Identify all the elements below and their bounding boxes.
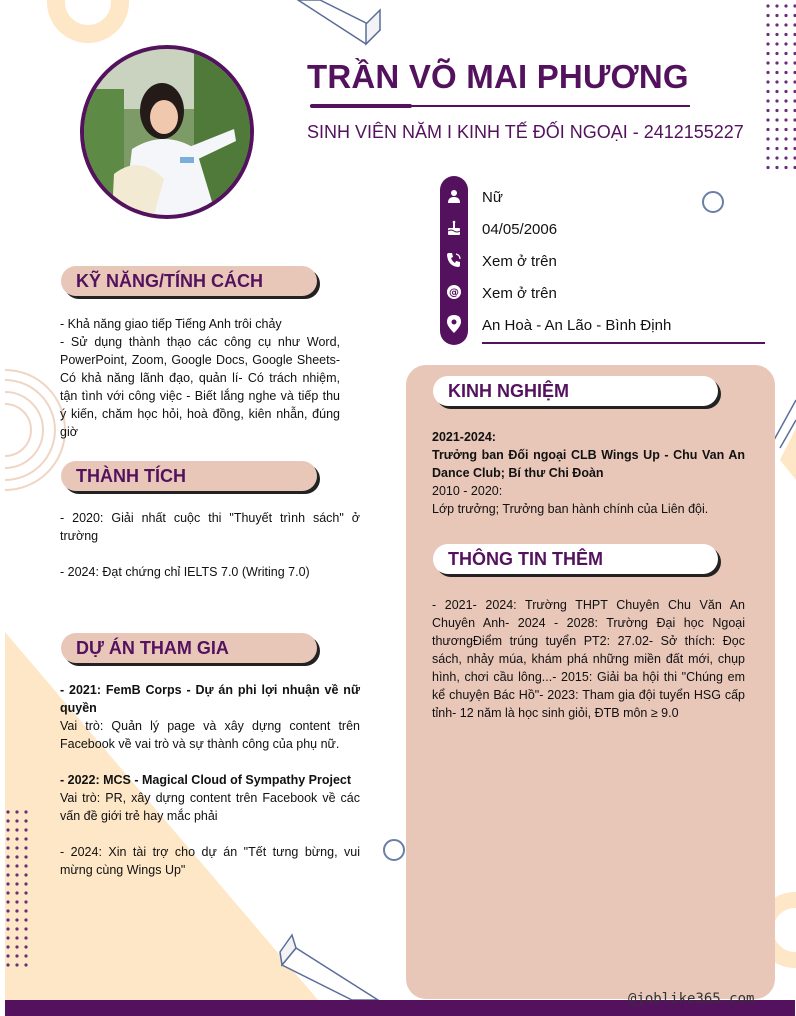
contact-email: Xem ở trên xyxy=(482,285,557,302)
project-1-title: - 2021: FemB Corps - Dự án phi lợi nhuận về nữ quyền xyxy=(60,683,360,715)
user-icon xyxy=(440,182,468,210)
contact-gender: Nữ xyxy=(482,189,503,206)
skills-heading xyxy=(61,266,317,296)
projects-heading-label: DỰ ÁN THAM GIA xyxy=(76,638,229,658)
location-pin-icon xyxy=(440,310,468,338)
contact-underline xyxy=(482,342,765,344)
top-3d-bar xyxy=(298,0,380,44)
small-ring-right xyxy=(703,192,723,212)
contact-icon-bar xyxy=(440,176,468,345)
more-info-heading-label: THÔNG TIN THÊM xyxy=(448,549,603,569)
projects-heading xyxy=(61,633,317,663)
achievements-text xyxy=(60,509,360,581)
birthday-cake-icon xyxy=(440,214,468,242)
more-info-paragraph: - 2021- 2024: Trường THPT Chuyên Chu Văn An Chuyên Anh- 2024 - 2028: Trường Đại học Ngoại thươngĐiểm trúng tuyển PT2: 27.02- Sở thích: Đọc sách, nhảy múa, khám phá những miền đất mới, chụp hình, chơi cầu lông...- 2015: Giải ba hội thi "Chúng em kể chuyện Bác Hồ"- 2023: Tham gia đội tuyển HSG cấp tỉnh- 12 năm là học sinh giỏi, ĐTB môn ≥ 9.0 xyxy=(432,598,745,720)
achievement-item-1: - 2020: Giải nhất cuộc thi "Thuyết trình sách" ở trường xyxy=(60,511,360,543)
project-1-desc: Vai trò: Quản lý page và xây dựng content trên Facebook về vai trò và sự thành công của phụ nữ. xyxy=(60,719,360,751)
email-icon xyxy=(440,278,468,306)
skills-heading-label: KỸ NĂNG/TÍNH CÁCH xyxy=(76,271,263,291)
left-arcs xyxy=(5,370,65,490)
experience-period-2: 2010 - 2020: xyxy=(432,484,503,498)
full-name: TRẦN VÕ MAI PHƯƠNG xyxy=(307,58,689,95)
contact-address: An Hoà - An Lão - Bình Định xyxy=(482,317,672,334)
name-underline-accent xyxy=(310,104,412,108)
achievements-heading xyxy=(61,461,317,491)
skills-line-1: - Khả năng giao tiếp Tiếng Anh trôi chảy xyxy=(60,317,282,331)
experience-heading-label: KINH NGHIỆM xyxy=(448,381,569,401)
cream-ring-top-left xyxy=(56,0,120,34)
achievement-item-2: - 2024: Đạt chứng chỉ IELTS 7.0 (Writing 7.0) xyxy=(60,565,310,579)
phone-icon xyxy=(440,246,468,274)
experience-period-1: 2021-2024: xyxy=(432,430,496,444)
project-2-title: - 2022: MCS - Magical Cloud of Sympathy Project xyxy=(60,773,352,787)
project-3: - 2024: Xin tài trợ cho dự án "Tết tưng bừng, vui mừng cùng Wings Up" xyxy=(60,845,360,877)
dot-grid-top-right xyxy=(766,4,796,169)
contact-birthday: 04/05/2006 xyxy=(482,221,558,238)
experience-role-1: Trưởng ban Đối ngoại CLB Wings Up - Chu Van An Dance Club; Bí thư Chi Đoàn xyxy=(432,448,745,480)
experience-heading xyxy=(433,376,718,406)
skills-text xyxy=(60,315,340,441)
experience-role-2: Lớp trưởng; Trưởng ban hành chính của Liên đội. xyxy=(432,502,709,516)
more-info-heading xyxy=(433,544,718,574)
project-2-desc: Vai trò: PR, xây dựng content trên Facebook về các vấn đề giới trẻ hay mắc phải xyxy=(60,791,360,823)
watermark: @joblike365.com xyxy=(628,991,755,1007)
more-info-text xyxy=(432,596,745,722)
profile-photo xyxy=(80,45,254,219)
experience-text xyxy=(432,428,745,518)
projects-text xyxy=(60,681,360,879)
achievements-heading-label: THÀNH TÍCH xyxy=(76,466,186,486)
contact-phone: Xem ở trên xyxy=(482,253,557,270)
svg-text:@: @ xyxy=(449,287,459,299)
job-subtitle: SINH VIÊN NĂM I KINH TẾ ĐỐI NGOẠI - 2412155227 xyxy=(307,122,744,142)
small-ring-mid xyxy=(384,840,404,860)
skills-line-2: - Sử dụng thành thạo các công cụ như Word, PowerPoint, Zoom, Google Docs, Google Sheets- Có khả năng lãnh đạo, quản lí- Có trách nhiệm, tận tình với công việc - Biết lắng nghe và tiếp thu ý kiến, chăm học hỏi, hoà đồng, kiên nhẫn, đúng giờ xyxy=(60,335,340,439)
